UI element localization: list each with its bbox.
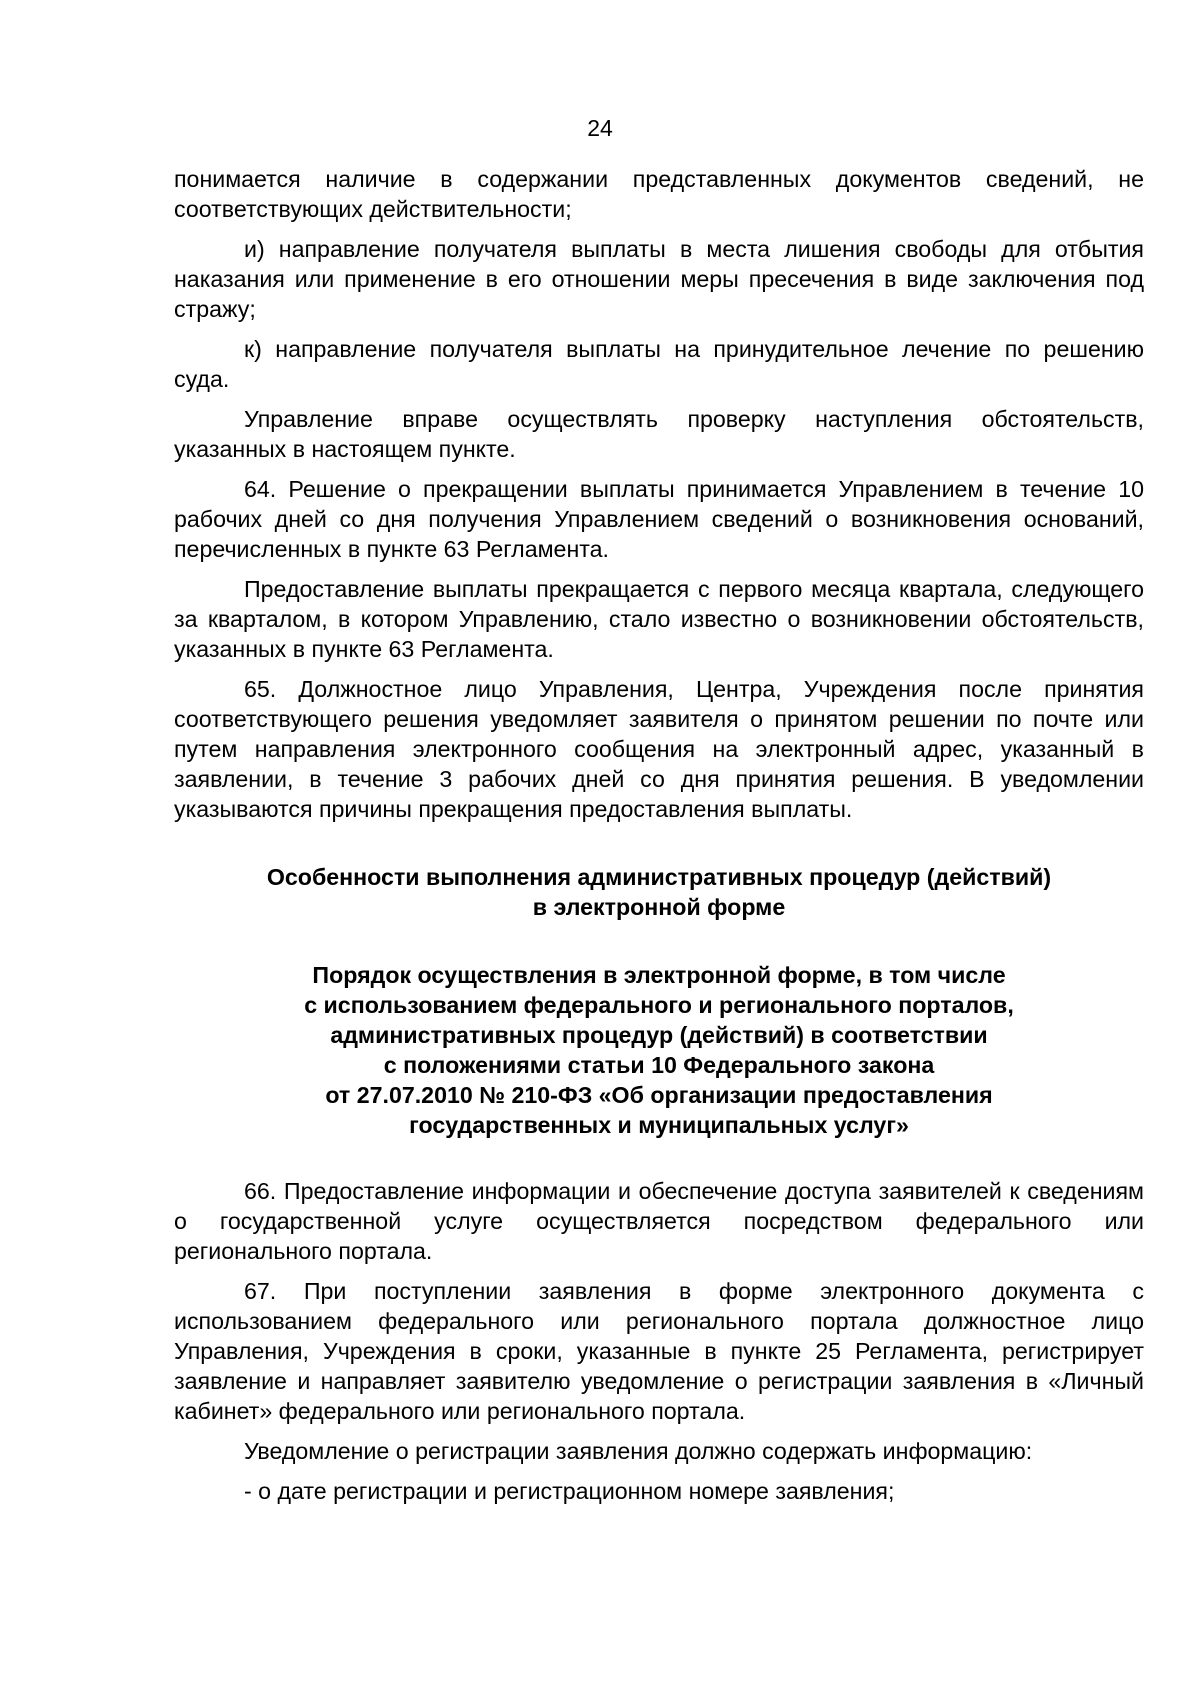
subsection-heading-line: административных процедур (действий) в соответствии — [330, 1022, 988, 1048]
subsection-heading-line: с использованием федерального и регионального порталов, — [304, 992, 1014, 1018]
paragraph-66: 66. Предоставление информации и обеспечение доступа заявителей к сведениям о государственной услуге осуществляется посредством федерального или регионального портала. — [174, 1178, 1144, 1264]
paragraph-65: 65. Должностное лицо Управления, Центра, Учреждения после принятия соответствующего решения уведомляет заявителя о принятом решении по почте или путем направления электронного сообщения на электронный адрес, указанный в заявлении, в течение 3 рабочих дней со дня принятия решения. В уведомлении указываются причины прекращения предоставления выплаты. — [174, 676, 1144, 822]
paragraph-67: 67. При поступлении заявления в форме электронного документа с использованием федерального или регионального портала должностное лицо Управления, Учреждения в сроки, указанные в пункте 25 Регламента, регистрирует заявление и направляет заявителю уведомление о регистрации заявления в «Личный кабинет» федерального или регионального портала. — [174, 1278, 1144, 1424]
section-heading — [174, 862, 1144, 922]
paragraph-notification: Уведомление о регистрации заявления должно содержать информацию: — [244, 1438, 1033, 1464]
subsection-heading-line: с положениями статьи 10 Федерального закона — [383, 1052, 935, 1078]
paragraph-continuation: понимается наличие в содержании представленных документов сведений, не соответствующих действительности; — [174, 166, 1144, 222]
list-item-registration-date: - о дате регистрации и регистрационном номере заявления; — [244, 1478, 895, 1504]
paragraph-verification: Управление вправе осуществлять проверку наступления обстоятельств, указанных в настоящем пункте. — [174, 406, 1144, 462]
section-heading-line: Особенности выполнения административных процедур (действий) — [266, 864, 1052, 890]
subsection-heading — [174, 960, 1144, 1140]
section-heading-line: в электронной форме — [532, 894, 786, 920]
paragraph-item-i: и) направление получателя выплаты в места лишения свободы для отбытия наказания или применение в его отношении меры пресечения в виде заключения под стражу; — [174, 236, 1144, 322]
subsection-heading-line: Порядок осуществления в электронной форме, в том числе — [312, 962, 1006, 988]
subsection-heading-line: государственных и муниципальных услуг» — [409, 1112, 909, 1138]
paragraph-item-k: к) направление получателя выплаты на принудительное лечение по решению суда. — [174, 336, 1144, 392]
page-number: 24 — [587, 115, 613, 141]
page-content — [174, 164, 1144, 1516]
subsection-heading-line: от 27.07.2010 № 210-ФЗ «Об организации предоставления — [325, 1082, 993, 1108]
paragraph-64: 64. Решение о прекращении выплаты принимается Управлением в течение 10 рабочих дней со дня получения Управлением сведений о возникновения оснований, перечисленных в пункте 63 Регламента. — [174, 476, 1144, 562]
paragraph-termination: Предоставление выплаты прекращается с первого месяца квартала, следующего за кварталом, в котором Управлению, стало известно о возникновении обстоятельств, указанных в пункте 63 Регламента. — [174, 576, 1144, 662]
